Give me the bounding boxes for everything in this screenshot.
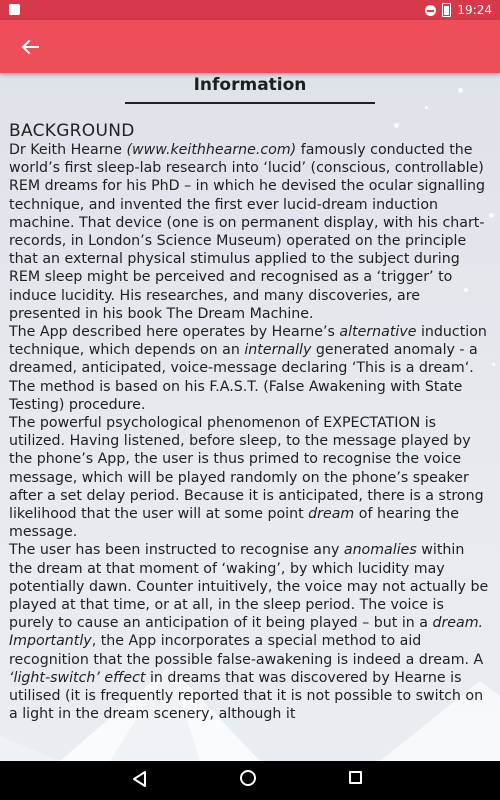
snowflake [425, 106, 428, 109]
info-content[interactable] [0, 73, 500, 761]
paragraph: The powerful psychological phenomenon of EXPECTATION is utilized. Having listened, before sleep, to the message played by the phone’s App, the user is thus primed to recognise the voice message, which will be played randomly on the phone’s speaker after a set delay period. Because it is anticipated, there is a strong likelihood that the user will at some point dream of hearing the message. [9, 415, 484, 541]
nav-home-icon[interactable] [240, 770, 256, 786]
app-notification-icon [9, 4, 20, 15]
paragraph: The user has been instructed to recognise any anomalies within the dream at that moment of ‘waking’, by which lucidity may potentially dawn. Counter intuitively, the voice may not actually be played at that time, or at all, in the sleep period. The voice is purely to cause an anticipation of it being played – but in a dream. [9, 542, 489, 632]
arrow-back-icon [21, 39, 39, 55]
back-button[interactable] [12, 32, 48, 62]
battery-icon [442, 3, 451, 17]
app-bar [0, 20, 500, 73]
snowflake [492, 363, 495, 366]
navigation-bar [0, 761, 500, 800]
paragraph: Dr Keith Hearne (www.keithhearne.com) famously conducted the world’s first sleep-lab research into ‘lucid’ (conscious, controllable) REM dreams for his PhD – in which he devised the ocular signalling technique, and invented the first ever lucid-dream induction machine. That device (one is on permanent display, with his chart-records, in London’s Science Museum) operated on the principle that an external physical stimulus applied to the subject during REM sleep might be perceived and recognised as a ‘trigger’ to induce lucidity. His researches, and many discoveries, are presented in his book The Dream Machine. [9, 142, 485, 322]
nav-back-icon[interactable] [131, 770, 147, 788]
title-underline [125, 102, 375, 104]
paragraph: Importantly, the App incorporates a special method to aid recognition that the possible false-awakening is indeed a dream. A ‘light-switch’ effect in dreams that was discovered by Hearne is utilised (it is frequently reported that it is not possible to switch on a light in the dream scenery, although it [9, 633, 484, 723]
status-time: 19:24 [457, 3, 492, 17]
info-text [9, 121, 491, 724]
status-icons [425, 3, 492, 17]
paragraph: The App described here operates by Hearne’s alternative induction technique, which depends on an internally generated anomaly - a dreamed, anticipated, voice-message declaring ‘This is a dream‘. The method is based on his F.A.S.T. (False Awakening with State Testing) procedure. [9, 324, 487, 413]
status-bar [0, 0, 500, 20]
section-heading: BACKGROUND [9, 121, 135, 141]
page-title: Information [193, 75, 307, 95]
dnd-icon [425, 5, 436, 16]
nav-recents-icon[interactable] [349, 771, 362, 784]
